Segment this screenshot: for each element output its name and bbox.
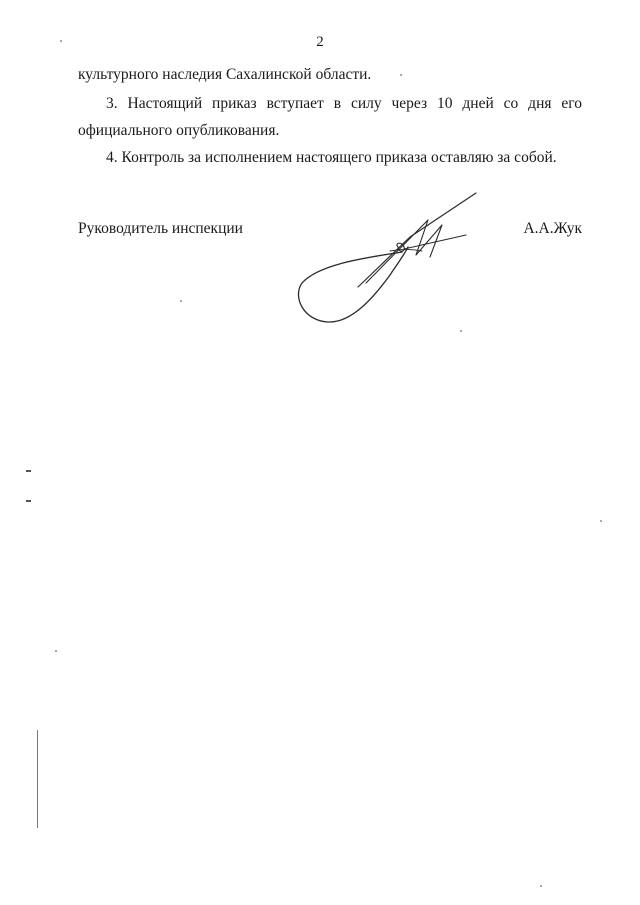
signature-trailing-stroke <box>404 235 466 249</box>
scan-speck <box>55 650 57 652</box>
scan-speck <box>600 520 602 522</box>
paragraph-item-3-line-2: официального опубликования. <box>78 122 280 139</box>
paragraph-item-3 <box>78 90 582 144</box>
scan-speck <box>460 330 462 332</box>
scan-speck <box>400 74 402 76</box>
paragraph-item-3-line-1: 3. Настоящий приказ вступает в силу через 10 дней со дня его <box>106 95 582 112</box>
scan-speck <box>540 885 542 887</box>
page-number: 2 <box>316 34 324 50</box>
scan-speck <box>60 40 62 42</box>
signature-loop-stroke <box>298 247 408 322</box>
signature-zigzag-stroke <box>366 220 442 283</box>
paragraph-item-4: 4. Контроль за исполнением настоящего приказа оставляю за собой. <box>106 149 557 166</box>
paragraph-continuation: культурного наследия Сахалинской области. <box>78 66 372 83</box>
scan-speck <box>180 300 182 302</box>
scan-mark <box>26 470 31 472</box>
scan-mark <box>26 500 31 502</box>
signer-name: А.А.Жук <box>523 220 582 237</box>
handwritten-signature <box>290 185 490 330</box>
signer-position-title: Руководитель инспекции <box>78 220 243 237</box>
scan-edge-line <box>37 730 38 828</box>
